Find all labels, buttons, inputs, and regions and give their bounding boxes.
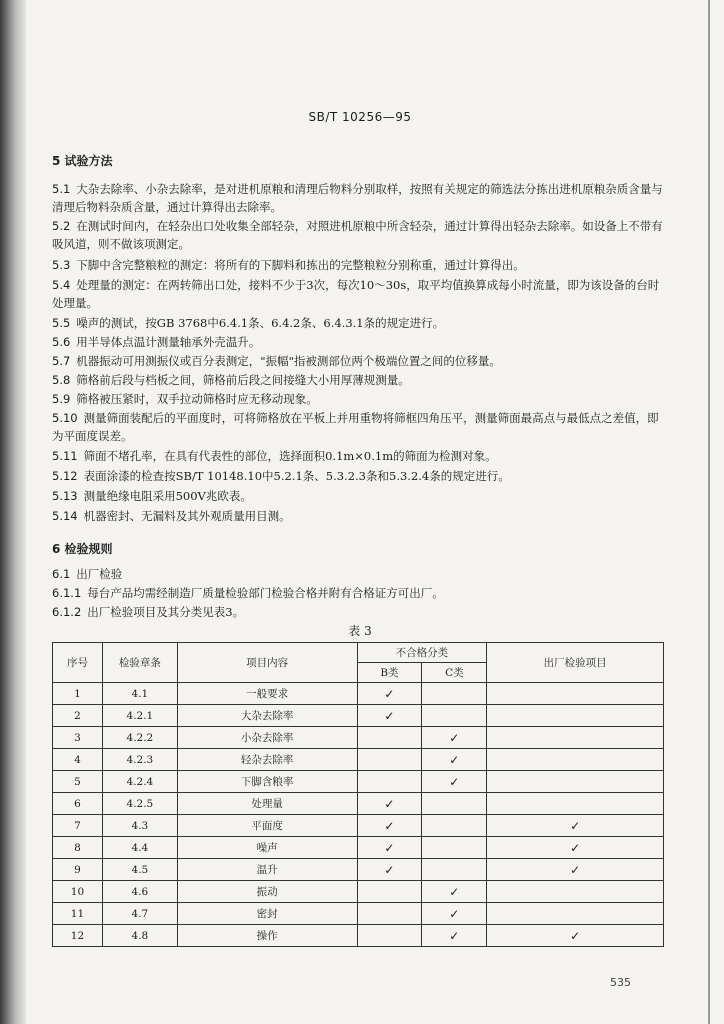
check-mark-icon bbox=[422, 859, 487, 881]
clause-number: 6.1.2 bbox=[52, 605, 82, 619]
table-row bbox=[53, 903, 664, 925]
table-row bbox=[53, 881, 664, 903]
check-mark-icon bbox=[422, 705, 487, 727]
clause-text: 噪声的测试，按GB 3768中6.4.1条、6.4.2条、6.4.3.1条的规定进行。 bbox=[76, 316, 445, 330]
header-factory: 出厂检验项目 bbox=[487, 643, 664, 683]
clause-5-3 bbox=[52, 256, 667, 274]
clause-6-1-2 bbox=[52, 603, 667, 621]
cell-seq: 1 bbox=[53, 683, 103, 705]
clause-number: 6.1.1 bbox=[52, 586, 82, 600]
table-row bbox=[53, 727, 664, 749]
cell-clause: 4.2.1 bbox=[102, 705, 177, 727]
cell-clause: 4.2.5 bbox=[102, 793, 177, 815]
check-mark-icon bbox=[422, 815, 487, 837]
scan-edge-left bbox=[0, 0, 26, 1024]
check-mark-icon bbox=[487, 705, 664, 727]
table-row bbox=[53, 859, 664, 881]
cell-item: 温升 bbox=[177, 859, 357, 881]
check-mark-icon: ✓ bbox=[422, 925, 487, 947]
check-mark-icon: ✓ bbox=[487, 815, 664, 837]
check-mark-icon: ✓ bbox=[422, 727, 487, 749]
cell-item: 轻杂去除率 bbox=[177, 749, 357, 771]
cell-item: 一般要求 bbox=[177, 683, 357, 705]
clause-number: 5.12 bbox=[52, 469, 78, 483]
cell-item: 小杂去除率 bbox=[177, 727, 357, 749]
clause-5-13 bbox=[52, 487, 667, 505]
clause-6-1-1 bbox=[52, 584, 667, 602]
clause-5-2 bbox=[52, 217, 667, 253]
check-mark-icon: ✓ bbox=[357, 683, 422, 705]
clause-text: 筛面不堵孔率，在具有代表性的部位，选择面积0.1m×0.1m的筛面为检测对象。 bbox=[83, 449, 497, 463]
clause-5-10 bbox=[52, 409, 667, 445]
check-mark-icon: ✓ bbox=[487, 859, 664, 881]
cell-clause: 4.4 bbox=[102, 837, 177, 859]
check-mark-icon bbox=[487, 771, 664, 793]
inspection-table bbox=[52, 642, 664, 947]
check-mark-icon: ✓ bbox=[422, 903, 487, 925]
clause-5-9 bbox=[52, 390, 667, 408]
check-mark-icon bbox=[357, 771, 422, 793]
cell-seq: 2 bbox=[53, 705, 103, 727]
clause-number: 5.5 bbox=[52, 316, 71, 330]
check-mark-icon bbox=[357, 925, 422, 947]
table-row bbox=[53, 837, 664, 859]
cell-clause: 4.1 bbox=[102, 683, 177, 705]
cell-seq: 12 bbox=[53, 925, 103, 947]
clause-number: 5.7 bbox=[52, 354, 71, 368]
check-mark-icon bbox=[357, 727, 422, 749]
clause-5-1 bbox=[52, 180, 667, 216]
page-number: 535 bbox=[610, 976, 631, 989]
header-clause: 检验章条 bbox=[102, 643, 177, 683]
check-mark-icon bbox=[357, 903, 422, 925]
cell-clause: 4.2.2 bbox=[102, 727, 177, 749]
check-mark-icon bbox=[487, 881, 664, 903]
standard-header: SB/T 10256—95 bbox=[308, 110, 412, 124]
clause-text: 在测试时间内，在轻杂出口处收集全部轻杂，对照进机原粮中所含轻杂，通过计算得出轻杂去除率。如设备上不带有吸风道，则不做该项测定。 bbox=[52, 219, 663, 251]
clause-text: 下脚中含完整粮粒的测定：将所有的下脚料和拣出的完整粮粒分别称重，通过计算得出。 bbox=[76, 258, 525, 272]
cell-item: 振动 bbox=[177, 881, 357, 903]
table-row bbox=[53, 705, 664, 727]
header-c: C类 bbox=[422, 663, 487, 683]
clause-text: 出厂检验 bbox=[76, 567, 123, 581]
check-mark-icon: ✓ bbox=[487, 837, 664, 859]
table-header-row bbox=[53, 643, 664, 663]
check-mark-icon bbox=[422, 793, 487, 815]
cell-seq: 8 bbox=[53, 837, 103, 859]
cell-seq: 4 bbox=[53, 749, 103, 771]
clause-number: 5.3 bbox=[52, 258, 71, 272]
check-mark-icon bbox=[487, 683, 664, 705]
check-mark-icon bbox=[487, 749, 664, 771]
clause-5-8 bbox=[52, 371, 667, 389]
table-row bbox=[53, 771, 664, 793]
table-row bbox=[53, 815, 664, 837]
cell-seq: 3 bbox=[53, 727, 103, 749]
cell-clause: 4.3 bbox=[102, 815, 177, 837]
clause-text: 机器振动可用测振仪或百分表测定，"振幅"指被测部位两个极端位置之间的位移量。 bbox=[76, 354, 501, 368]
check-mark-icon: ✓ bbox=[357, 793, 422, 815]
check-mark-icon: ✓ bbox=[357, 837, 422, 859]
clause-5-14 bbox=[52, 507, 667, 525]
clause-number: 5.10 bbox=[52, 411, 78, 425]
scan-edge-right bbox=[708, 0, 710, 1024]
cell-clause: 4.2.4 bbox=[102, 771, 177, 793]
clause-text: 处理量的测定：在两转筛出口处，接料不少于3次，每次10～30s，取平均值换算成每小时流量，即为该设备的台时处理量。 bbox=[52, 278, 660, 310]
cell-seq: 5 bbox=[53, 771, 103, 793]
check-mark-icon bbox=[422, 837, 487, 859]
clause-text: 测量绝缘电阻采用500V兆欧表。 bbox=[83, 489, 252, 503]
clause-6-1 bbox=[52, 565, 667, 583]
cell-seq: 9 bbox=[53, 859, 103, 881]
check-mark-icon bbox=[422, 683, 487, 705]
section-6-title: 6 检验规则 bbox=[52, 542, 113, 556]
cell-clause: 4.7 bbox=[102, 903, 177, 925]
cell-seq: 10 bbox=[53, 881, 103, 903]
header-item: 项目内容 bbox=[177, 643, 357, 683]
check-mark-icon: ✓ bbox=[487, 925, 664, 947]
check-mark-icon bbox=[357, 881, 422, 903]
clause-text: 用半导体点温计测量轴承外壳温升。 bbox=[76, 335, 261, 349]
cell-seq: 7 bbox=[53, 815, 103, 837]
cell-item: 操作 bbox=[177, 925, 357, 947]
clause-text: 大杂去除率、小杂去除率，是对进机原粮和清理后物料分别取样，按照有关规定的筛选法分拣出进机原粮杂质含量与清理后物料杂质含量，通过计算得出去除率。 bbox=[52, 182, 663, 214]
clause-number: 5.9 bbox=[52, 392, 71, 406]
clause-text: 测量筛面装配后的平面度时，可将筛格放在平板上并用重物将筛框四角压平，测量筛面最高点与最低点之差值，即为平面度误差。 bbox=[52, 411, 659, 443]
cell-clause: 4.8 bbox=[102, 925, 177, 947]
clause-text: 筛格被压紧时，双手拉动筛格时应无移动现象。 bbox=[76, 392, 318, 406]
clause-5-5 bbox=[52, 314, 667, 332]
clause-number: 5.2 bbox=[52, 219, 71, 233]
header-nonconformity: 不合格分类 bbox=[357, 643, 487, 663]
table-row bbox=[53, 925, 664, 947]
cell-item: 平面度 bbox=[177, 815, 357, 837]
clause-text: 筛格前后段与档板之间，筛格前后段之间接缝大小用厚薄规测量。 bbox=[76, 373, 410, 387]
cell-item: 下脚含粮率 bbox=[177, 771, 357, 793]
clause-text: 表面涂漆的检查按SB/T 10148.10中5.2.1条、5.3.2.3条和5.3.2.4条的规定进行。 bbox=[83, 469, 510, 483]
clause-number: 5.6 bbox=[52, 335, 71, 349]
clause-5-12 bbox=[52, 467, 667, 485]
clause-number: 5.8 bbox=[52, 373, 71, 387]
clause-number: 5.4 bbox=[52, 278, 71, 292]
check-mark-icon: ✓ bbox=[357, 859, 422, 881]
table-row bbox=[53, 749, 664, 771]
cell-item: 噪声 bbox=[177, 837, 357, 859]
cell-item: 大杂去除率 bbox=[177, 705, 357, 727]
check-mark-icon bbox=[487, 727, 664, 749]
check-mark-icon bbox=[487, 793, 664, 815]
check-mark-icon bbox=[487, 903, 664, 925]
clause-text: 机器密封、无漏料及其外观质量用目测。 bbox=[83, 509, 291, 523]
clause-5-7 bbox=[52, 352, 667, 370]
clause-5-4 bbox=[52, 276, 667, 312]
clause-number: 5.13 bbox=[52, 489, 78, 503]
check-mark-icon: ✓ bbox=[422, 749, 487, 771]
clause-number: 5.1 bbox=[52, 182, 71, 196]
check-mark-icon: ✓ bbox=[357, 815, 422, 837]
table-title: 表 3 bbox=[348, 624, 372, 638]
clause-text: 每台产品均需经制造厂质量检验部门检验合格并附有合格证方可出厂。 bbox=[87, 586, 444, 600]
check-mark-icon bbox=[357, 749, 422, 771]
clause-number: 5.14 bbox=[52, 509, 78, 523]
clause-number: 6.1 bbox=[52, 567, 71, 581]
check-mark-icon: ✓ bbox=[357, 705, 422, 727]
clause-5-11 bbox=[52, 447, 667, 465]
cell-clause: 4.5 bbox=[102, 859, 177, 881]
table-row bbox=[53, 793, 664, 815]
cell-item: 处理量 bbox=[177, 793, 357, 815]
clause-text: 出厂检验项目及其分类见表3。 bbox=[87, 605, 245, 619]
cell-seq: 11 bbox=[53, 903, 103, 925]
document-page bbox=[50, 0, 690, 1024]
clause-5-6 bbox=[52, 333, 667, 351]
check-mark-icon: ✓ bbox=[422, 771, 487, 793]
check-mark-icon: ✓ bbox=[422, 881, 487, 903]
cell-item: 密封 bbox=[177, 903, 357, 925]
table-row bbox=[53, 683, 664, 705]
section-5-title: 5 试验方法 bbox=[52, 154, 113, 168]
cell-clause: 4.6 bbox=[102, 881, 177, 903]
clause-number: 5.11 bbox=[52, 449, 78, 463]
header-seq: 序号 bbox=[53, 643, 103, 683]
cell-clause: 4.2.3 bbox=[102, 749, 177, 771]
header-b: B类 bbox=[357, 663, 422, 683]
cell-seq: 6 bbox=[53, 793, 103, 815]
